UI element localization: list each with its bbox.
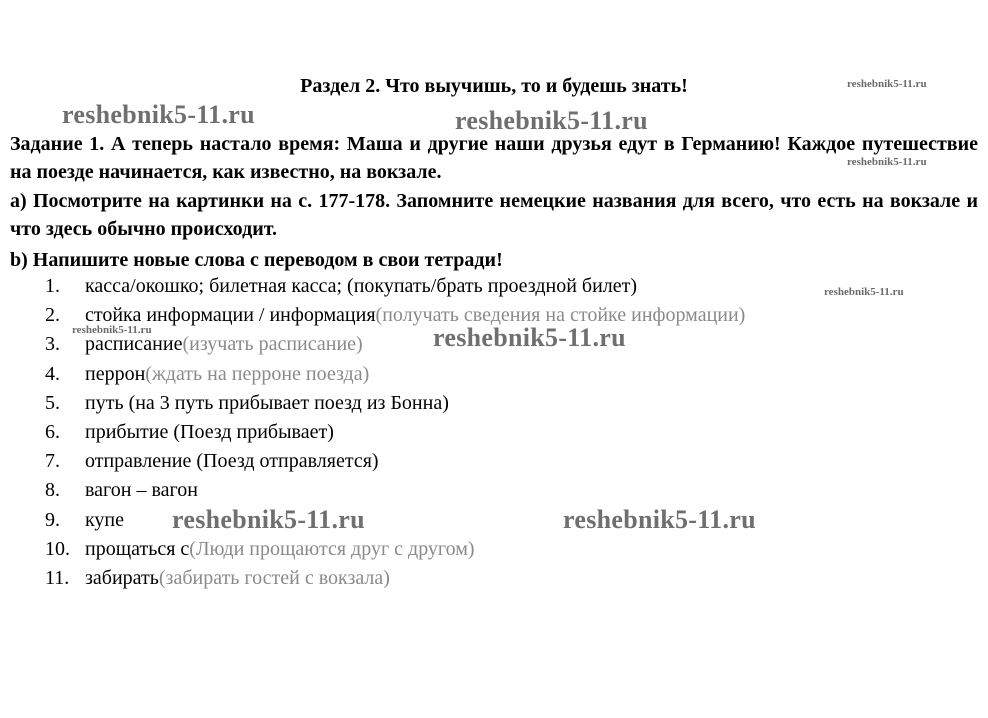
list-item: 6. прибытие (Поезд прибывает) [45, 421, 334, 444]
list-item: 10. прощаться с (Люди прощаются друг с другом) [45, 537, 475, 560]
watermark: reshebnik5-11.ru [847, 156, 927, 168]
list-item: 11. забирать (забирать гостей с вокзала) [45, 567, 390, 590]
section-title: Раздел 2. Что выучишь, то и будешь знать! [300, 75, 688, 97]
watermark: reshebnik5-11.ru [563, 505, 756, 534]
watermark: reshebnik5-11.ru [172, 505, 365, 534]
watermark: reshebnik5-11.ru [824, 286, 904, 298]
watermark: reshebnik5-11.ru [72, 324, 152, 336]
list-item: 5. путь (на 3 путь прибывает поезд из Бонна) [45, 391, 449, 414]
vocabulary-list [45, 272, 745, 593]
list-item: 1. касса/окошко; билетная касса; (покупать/брать проездной билет) [45, 275, 638, 297]
list-item: 2. стойка информации / информация (получать сведения на стойке информации) [45, 304, 746, 327]
watermark: reshebnik5-11.ru [433, 323, 626, 352]
task-part-b: b) Напишите новые слова с переводом в свои тетради! [10, 249, 503, 271]
task-intro: Задание 1. А теперь настало время: Маша и другие наши друзья едут в Германию! Каждое путешествие на поезде начинается, как известно, на вокзале. [10, 133, 978, 183]
list-item: 8. вагон – вагон [45, 479, 198, 502]
watermark: reshebnik5-11.ru [62, 100, 255, 129]
list-item: 3. расписание (изучать расписание) [45, 333, 363, 356]
watermark: reshebnik5-11.ru [455, 106, 648, 135]
watermark: reshebnik5-11.ru [847, 78, 927, 90]
list-item: 7. отправление (Поезд отправляется) [45, 450, 379, 473]
list-item: 9. купе [45, 508, 125, 531]
list-item: 4. перрон (ждать на перроне поезда) [45, 362, 370, 385]
task-part-a: а) Посмотрите на картинки на с. 177-178. Запомните немецкие названия для всего, что есть на вокзале и что здесь обычно происходит. [10, 190, 978, 240]
